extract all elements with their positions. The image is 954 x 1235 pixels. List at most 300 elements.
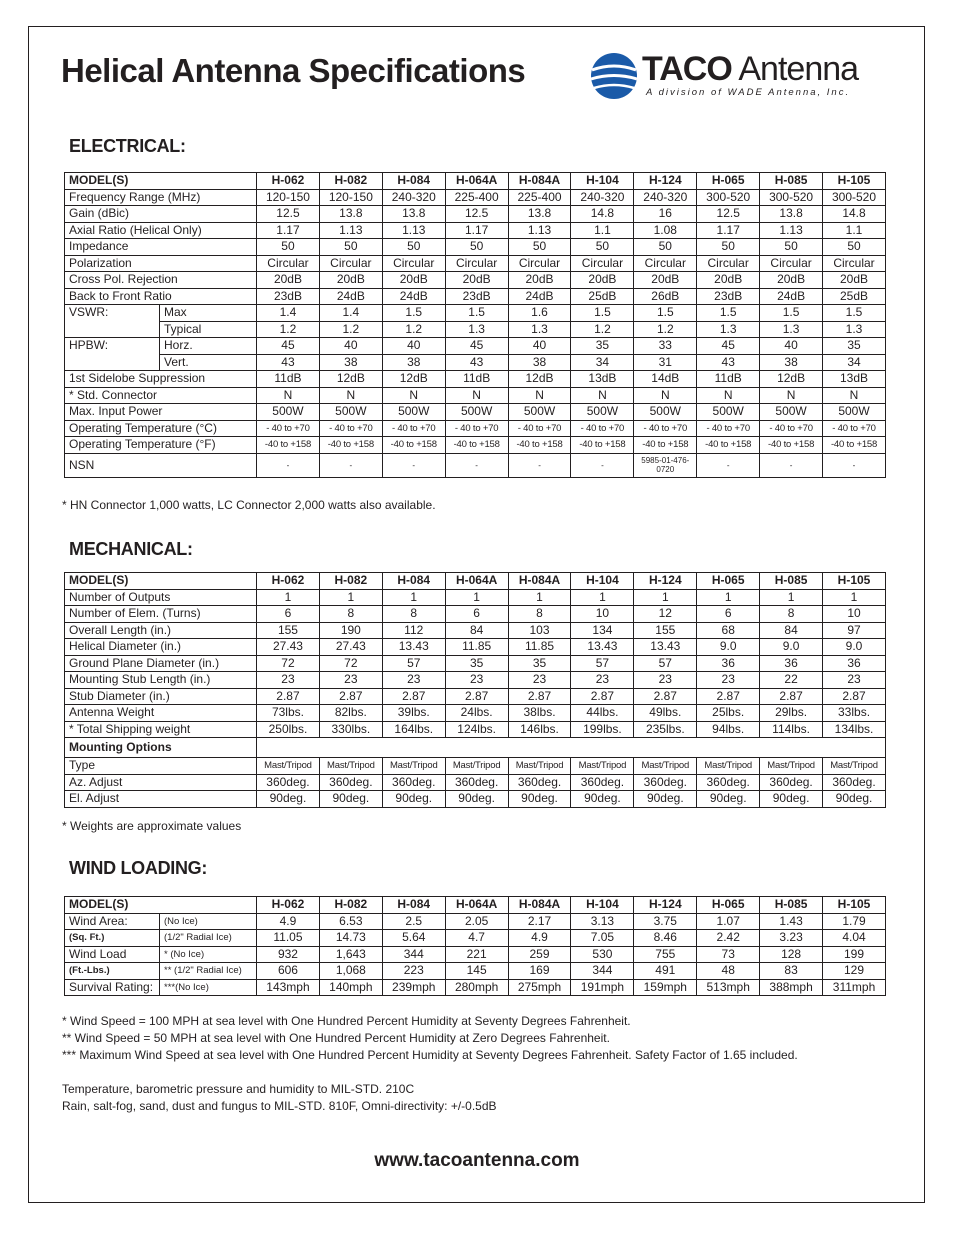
value-cell: 8 — [319, 606, 382, 623]
value-cell: 360deg. — [634, 774, 697, 791]
value-cell: - 40 to +70 — [823, 420, 886, 437]
value-cell: Mast/Tripod — [571, 758, 634, 775]
value-cell: 300-520 — [697, 189, 760, 206]
value-cell: N — [257, 387, 320, 404]
value-cell: 155 — [634, 622, 697, 639]
value-cell: 38 — [508, 354, 571, 371]
row-label: Overall Length (in.) — [65, 622, 257, 639]
value-cell: 500W — [823, 404, 886, 421]
value-cell: Circular — [508, 255, 571, 272]
value-cell: 225-400 — [508, 189, 571, 206]
value-cell: 1.4 — [319, 305, 382, 322]
value-cell: 50 — [257, 239, 320, 256]
value-cell: 491 — [634, 963, 697, 980]
value-cell: 112 — [382, 622, 445, 639]
value-cell: N — [823, 387, 886, 404]
value-cell: 1.3 — [697, 321, 760, 338]
value-cell: 13.43 — [382, 639, 445, 656]
value-cell: 280mph — [445, 979, 508, 996]
value-cell: 50 — [382, 239, 445, 256]
row-label: Max — [160, 305, 257, 322]
group-label: VSWR: — [65, 305, 160, 338]
footnotes — [62, 1013, 798, 1115]
value-cell: 11dB — [697, 371, 760, 388]
value-cell: 250lbs. — [257, 721, 320, 738]
value-cell: 38 — [382, 354, 445, 371]
row-label: Az. Adjust — [65, 774, 257, 791]
value-cell: 72 — [257, 655, 320, 672]
model-header: H-124 — [634, 173, 697, 190]
value-cell: 35 — [445, 655, 508, 672]
value-cell: Mast/Tripod — [508, 758, 571, 775]
value-cell: N — [697, 387, 760, 404]
value-cell: 2.87 — [634, 688, 697, 705]
value-cell: - 40 to +70 — [697, 420, 760, 437]
value-cell: 5.64 — [382, 930, 445, 947]
value-cell: 1.07 — [697, 913, 760, 930]
model-header: H-064A — [445, 173, 508, 190]
value-cell: 35 — [571, 338, 634, 355]
model-header: H-082 — [319, 897, 382, 914]
value-cell: 20dB — [760, 272, 823, 289]
value-cell: 50 — [760, 239, 823, 256]
value-cell: 90deg. — [257, 791, 320, 808]
table-row — [65, 622, 886, 639]
value-cell: 50 — [445, 239, 508, 256]
table-row — [65, 255, 886, 272]
row-label: Ground Plane Diameter (in.) — [65, 655, 257, 672]
value-cell: 27.43 — [319, 639, 382, 656]
value-cell: 23 — [634, 672, 697, 689]
value-cell: 90deg. — [571, 791, 634, 808]
value-cell: 6 — [445, 606, 508, 623]
value-cell: - 40 to +70 — [382, 420, 445, 437]
model-header: H-062 — [257, 573, 320, 590]
value-cell: 36 — [823, 655, 886, 672]
value-cell: Circular — [760, 255, 823, 272]
row-label: * Std. Connector — [65, 387, 257, 404]
row-label: Helical Diameter (in.) — [65, 639, 257, 656]
table-row — [65, 437, 886, 454]
value-cell: N — [319, 387, 382, 404]
value-cell: 90deg. — [445, 791, 508, 808]
value-cell: 36 — [760, 655, 823, 672]
model-header: H-104 — [571, 897, 634, 914]
table-header-row — [65, 897, 886, 914]
value-cell: 500W — [445, 404, 508, 421]
value-cell: -40 to +158 — [319, 437, 382, 454]
table-row — [65, 705, 886, 722]
value-cell: 73 — [697, 946, 760, 963]
value-cell: -40 to +158 — [382, 437, 445, 454]
value-cell: 500W — [571, 404, 634, 421]
model-label: MODEL(S) — [65, 573, 257, 590]
value-cell: 159mph — [634, 979, 697, 996]
wind-table — [64, 896, 886, 996]
model-header: H-084 — [382, 173, 445, 190]
row-label: ***(No Ice) — [160, 979, 257, 996]
value-cell: 11.85 — [445, 639, 508, 656]
value-cell: 27.43 — [257, 639, 320, 656]
row-label: Polarization — [65, 255, 257, 272]
value-cell: N — [634, 387, 697, 404]
table-row — [65, 979, 886, 996]
value-cell: 360deg. — [571, 774, 634, 791]
value-cell: 755 — [634, 946, 697, 963]
model-header: H-082 — [319, 573, 382, 590]
value-cell: 44lbs. — [571, 705, 634, 722]
table-row — [65, 655, 886, 672]
value-cell: 40 — [760, 338, 823, 355]
value-cell: 1.13 — [382, 222, 445, 239]
row-label: Gain (dBic) — [65, 206, 257, 223]
value-cell: 9.0 — [823, 639, 886, 656]
value-cell: 33 — [634, 338, 697, 355]
row-label: Operating Temperature (°F) — [65, 437, 257, 454]
value-cell: 143mph — [257, 979, 320, 996]
electrical-table — [64, 172, 886, 478]
mechanical-heading: MECHANICAL: — [69, 539, 193, 559]
value-cell: 43 — [697, 354, 760, 371]
value-cell: 140mph — [319, 979, 382, 996]
value-cell: 40 — [319, 338, 382, 355]
value-cell: 45 — [445, 338, 508, 355]
value-cell: 38 — [760, 354, 823, 371]
value-cell: 13.8 — [760, 206, 823, 223]
value-cell: Mast/Tripod — [257, 758, 320, 775]
value-cell: - — [508, 453, 571, 477]
value-cell: 513mph — [697, 979, 760, 996]
value-cell: 1.13 — [760, 222, 823, 239]
website-link[interactable]: www.tacoantenna.com — [374, 1150, 580, 1171]
value-cell: 14dB — [634, 371, 697, 388]
globe-icon — [590, 50, 638, 102]
model-header: H-104 — [571, 173, 634, 190]
value-cell: 11dB — [445, 371, 508, 388]
value-cell: N — [571, 387, 634, 404]
value-cell: 500W — [760, 404, 823, 421]
mounting-options-label: Mounting Options — [65, 738, 257, 758]
value-cell: 1.13 — [319, 222, 382, 239]
table-row — [65, 774, 886, 791]
value-cell: 500W — [257, 404, 320, 421]
table-row — [65, 930, 886, 947]
value-cell: -40 to +158 — [445, 437, 508, 454]
value-cell: Circular — [445, 255, 508, 272]
row-label: * (No Ice) — [160, 946, 257, 963]
value-cell: 6 — [697, 606, 760, 623]
table-row — [65, 639, 886, 656]
model-header: H-084A — [508, 173, 571, 190]
value-cell: 3.75 — [634, 913, 697, 930]
value-cell: 1 — [823, 589, 886, 606]
value-cell: Circular — [257, 255, 320, 272]
row-label: NSN — [65, 453, 257, 477]
value-cell: 300-520 — [760, 189, 823, 206]
value-cell: 330lbs. — [319, 721, 382, 738]
value-cell: 23dB — [445, 288, 508, 305]
value-cell: - 40 to +70 — [634, 420, 697, 437]
value-cell: 23 — [382, 672, 445, 689]
value-cell: 146lbs. — [508, 721, 571, 738]
table-row — [65, 371, 886, 388]
value-cell: 360deg. — [445, 774, 508, 791]
value-cell: 1.17 — [697, 222, 760, 239]
row-label: Number of Outputs — [65, 589, 257, 606]
model-header: H-105 — [823, 897, 886, 914]
value-cell: -40 to +158 — [508, 437, 571, 454]
value-cell: - — [319, 453, 382, 477]
table-row — [65, 404, 886, 421]
value-cell: 50 — [508, 239, 571, 256]
value-cell: 14.8 — [823, 206, 886, 223]
value-cell: 225-400 — [445, 189, 508, 206]
value-cell: Circular — [571, 255, 634, 272]
table-row — [65, 272, 886, 289]
model-header: H-065 — [697, 897, 760, 914]
value-cell: 300-520 — [823, 189, 886, 206]
row-label: Operating Temperature (°C) — [65, 420, 257, 437]
mounting-options-row — [65, 738, 886, 758]
value-cell: 13.8 — [508, 206, 571, 223]
value-cell: 13.8 — [382, 206, 445, 223]
value-cell: 2.05 — [445, 913, 508, 930]
value-cell: 13.8 — [319, 206, 382, 223]
value-cell: 31 — [634, 354, 697, 371]
table-row — [65, 206, 886, 223]
row-label: Axial Ratio (Helical Only) — [65, 222, 257, 239]
table-row — [65, 672, 886, 689]
value-cell: 20dB — [445, 272, 508, 289]
value-cell: - — [823, 453, 886, 477]
value-cell: 38lbs. — [508, 705, 571, 722]
model-header: H-084 — [382, 573, 445, 590]
value-cell: 90deg. — [508, 791, 571, 808]
value-cell: 48 — [697, 963, 760, 980]
value-cell: Mast/Tripod — [382, 758, 445, 775]
row-label: Stub Diameter (in.) — [65, 688, 257, 705]
value-cell: 23 — [823, 672, 886, 689]
value-cell: 1.4 — [257, 305, 320, 322]
value-cell: 2.87 — [697, 688, 760, 705]
row-label: Antenna Weight — [65, 705, 257, 722]
value-cell: 7.05 — [571, 930, 634, 947]
value-cell: 1.5 — [445, 305, 508, 322]
value-cell: 9.0 — [697, 639, 760, 656]
value-cell: -40 to +158 — [760, 437, 823, 454]
value-cell: -40 to +158 — [634, 437, 697, 454]
value-cell: 1.2 — [257, 321, 320, 338]
table-row — [65, 758, 886, 775]
row-label: Type — [65, 758, 257, 775]
group-label: Wind Load — [65, 946, 160, 963]
value-cell: 1 — [382, 589, 445, 606]
table-row — [65, 189, 886, 206]
value-cell: - 40 to +70 — [319, 420, 382, 437]
group-label: (Ft.-Lbs.) — [65, 963, 160, 980]
value-cell: 199 — [823, 946, 886, 963]
value-cell: 23dB — [257, 288, 320, 305]
value-cell: - 40 to +70 — [508, 420, 571, 437]
value-cell: 1,068 — [319, 963, 382, 980]
value-cell: -40 to +158 — [571, 437, 634, 454]
model-header: H-124 — [634, 897, 697, 914]
value-cell: 114lbs. — [760, 721, 823, 738]
value-cell: 1.5 — [634, 305, 697, 322]
table-header-row — [65, 573, 886, 590]
value-cell: 360deg. — [823, 774, 886, 791]
row-label: Typical — [160, 321, 257, 338]
row-label: Horz. — [160, 338, 257, 355]
value-cell: 45 — [697, 338, 760, 355]
mechanical-note: * Weights are approximate values — [62, 819, 242, 833]
value-cell: 90deg. — [319, 791, 382, 808]
value-cell: 4.7 — [445, 930, 508, 947]
value-cell: 2.87 — [319, 688, 382, 705]
value-cell: 12dB — [319, 371, 382, 388]
value-cell: 90deg. — [760, 791, 823, 808]
row-label: El. Adjust — [65, 791, 257, 808]
model-header: H-064A — [445, 897, 508, 914]
value-cell: - — [382, 453, 445, 477]
value-cell: Mast/Tripod — [697, 758, 760, 775]
value-cell: 1 — [445, 589, 508, 606]
value-cell: 57 — [571, 655, 634, 672]
table-row — [65, 288, 886, 305]
row-label: Back to Front Ratio — [65, 288, 257, 305]
value-cell: 23 — [508, 672, 571, 689]
table-row — [65, 239, 886, 256]
value-cell: - 40 to +70 — [760, 420, 823, 437]
value-cell: 199lbs. — [571, 721, 634, 738]
value-cell: 11.85 — [508, 639, 571, 656]
value-cell: 16 — [634, 206, 697, 223]
value-cell: 13.43 — [634, 639, 697, 656]
value-cell: 120-150 — [257, 189, 320, 206]
value-cell: 500W — [382, 404, 445, 421]
group-label: (Sq. Ft.) — [65, 930, 160, 947]
model-label: MODEL(S) — [65, 897, 257, 914]
value-cell: 1.43 — [760, 913, 823, 930]
row-label: Frequency Range (MHz) — [65, 189, 257, 206]
value-cell: 932 — [257, 946, 320, 963]
value-cell: 25dB — [571, 288, 634, 305]
logo-tagline: A division of WADE Antenna, Inc. — [646, 87, 851, 98]
group-label: Survival Rating: — [65, 979, 160, 996]
value-cell: 1.3 — [760, 321, 823, 338]
value-cell: 500W — [319, 404, 382, 421]
mounting-options-spacer — [257, 738, 886, 758]
value-cell: 12dB — [508, 371, 571, 388]
table-header-row — [65, 173, 886, 190]
value-cell: 57 — [634, 655, 697, 672]
value-cell: 25dB — [823, 288, 886, 305]
value-cell: - 40 to +70 — [571, 420, 634, 437]
logo-brand-bold: TACO — [642, 50, 732, 88]
footnote-line: ** Wind Speed = 50 MPH at sea level with One Hundred Percent Humidity at Zero Degrees Fahrenheit. — [62, 1031, 610, 1045]
value-cell: 43 — [257, 354, 320, 371]
model-header: H-105 — [823, 173, 886, 190]
value-cell: 191mph — [571, 979, 634, 996]
value-cell: N — [760, 387, 823, 404]
value-cell: 24dB — [760, 288, 823, 305]
value-cell: 3.23 — [760, 930, 823, 947]
table-row — [65, 387, 886, 404]
value-cell: 34 — [571, 354, 634, 371]
value-cell: 1.6 — [508, 305, 571, 322]
value-cell: 25lbs. — [697, 705, 760, 722]
row-label: 1st Sidelobe Suppression — [65, 371, 257, 388]
value-cell: 82lbs. — [319, 705, 382, 722]
value-cell: 1.2 — [634, 321, 697, 338]
value-cell: 2.17 — [508, 913, 571, 930]
value-cell: Mast/Tripod — [319, 758, 382, 775]
model-label: MODEL(S) — [65, 173, 257, 190]
value-cell: 1.17 — [257, 222, 320, 239]
value-cell: 20dB — [634, 272, 697, 289]
value-cell: 1.79 — [823, 913, 886, 930]
value-cell: N — [508, 387, 571, 404]
value-cell: 90deg. — [823, 791, 886, 808]
value-cell: N — [382, 387, 445, 404]
value-cell: 360deg. — [508, 774, 571, 791]
value-cell: 8 — [760, 606, 823, 623]
value-cell: 275mph — [508, 979, 571, 996]
value-cell: 20dB — [319, 272, 382, 289]
value-cell: 2.87 — [382, 688, 445, 705]
value-cell: 1 — [571, 589, 634, 606]
value-cell: 235lbs. — [634, 721, 697, 738]
row-label: Mounting Stub Length (in.) — [65, 672, 257, 689]
value-cell: -40 to +158 — [823, 437, 886, 454]
value-cell: 360deg. — [257, 774, 320, 791]
value-cell: 134lbs. — [823, 721, 886, 738]
value-cell: 12.5 — [257, 206, 320, 223]
model-header: H-085 — [760, 897, 823, 914]
value-cell: 50 — [319, 239, 382, 256]
value-cell: 84 — [760, 622, 823, 639]
value-cell: 1 — [257, 589, 320, 606]
value-cell: 500W — [697, 404, 760, 421]
model-header: H-084A — [508, 897, 571, 914]
value-cell: 221 — [445, 946, 508, 963]
electrical-heading: ELECTRICAL: — [69, 136, 186, 156]
value-cell: - 40 to +70 — [257, 420, 320, 437]
value-cell: Circular — [382, 255, 445, 272]
value-cell: 129 — [823, 963, 886, 980]
value-cell: 1,643 — [319, 946, 382, 963]
value-cell: 239mph — [382, 979, 445, 996]
value-cell: 26dB — [634, 288, 697, 305]
value-cell: 169 — [508, 963, 571, 980]
value-cell: 1.13 — [508, 222, 571, 239]
value-cell: 344 — [571, 963, 634, 980]
value-cell: Mast/Tripod — [823, 758, 886, 775]
table-row — [65, 791, 886, 808]
table-row — [65, 963, 886, 980]
value-cell: 12 — [634, 606, 697, 623]
value-cell: 94lbs. — [697, 721, 760, 738]
value-cell: 1.5 — [571, 305, 634, 322]
value-cell: 120-150 — [319, 189, 382, 206]
value-cell: 14.73 — [319, 930, 382, 947]
value-cell: 11.05 — [257, 930, 320, 947]
table-row — [65, 453, 886, 477]
value-cell: 2.87 — [445, 688, 508, 705]
value-cell: 39lbs. — [382, 705, 445, 722]
footnote-line — [62, 1064, 798, 1081]
value-cell: 12.5 — [445, 206, 508, 223]
